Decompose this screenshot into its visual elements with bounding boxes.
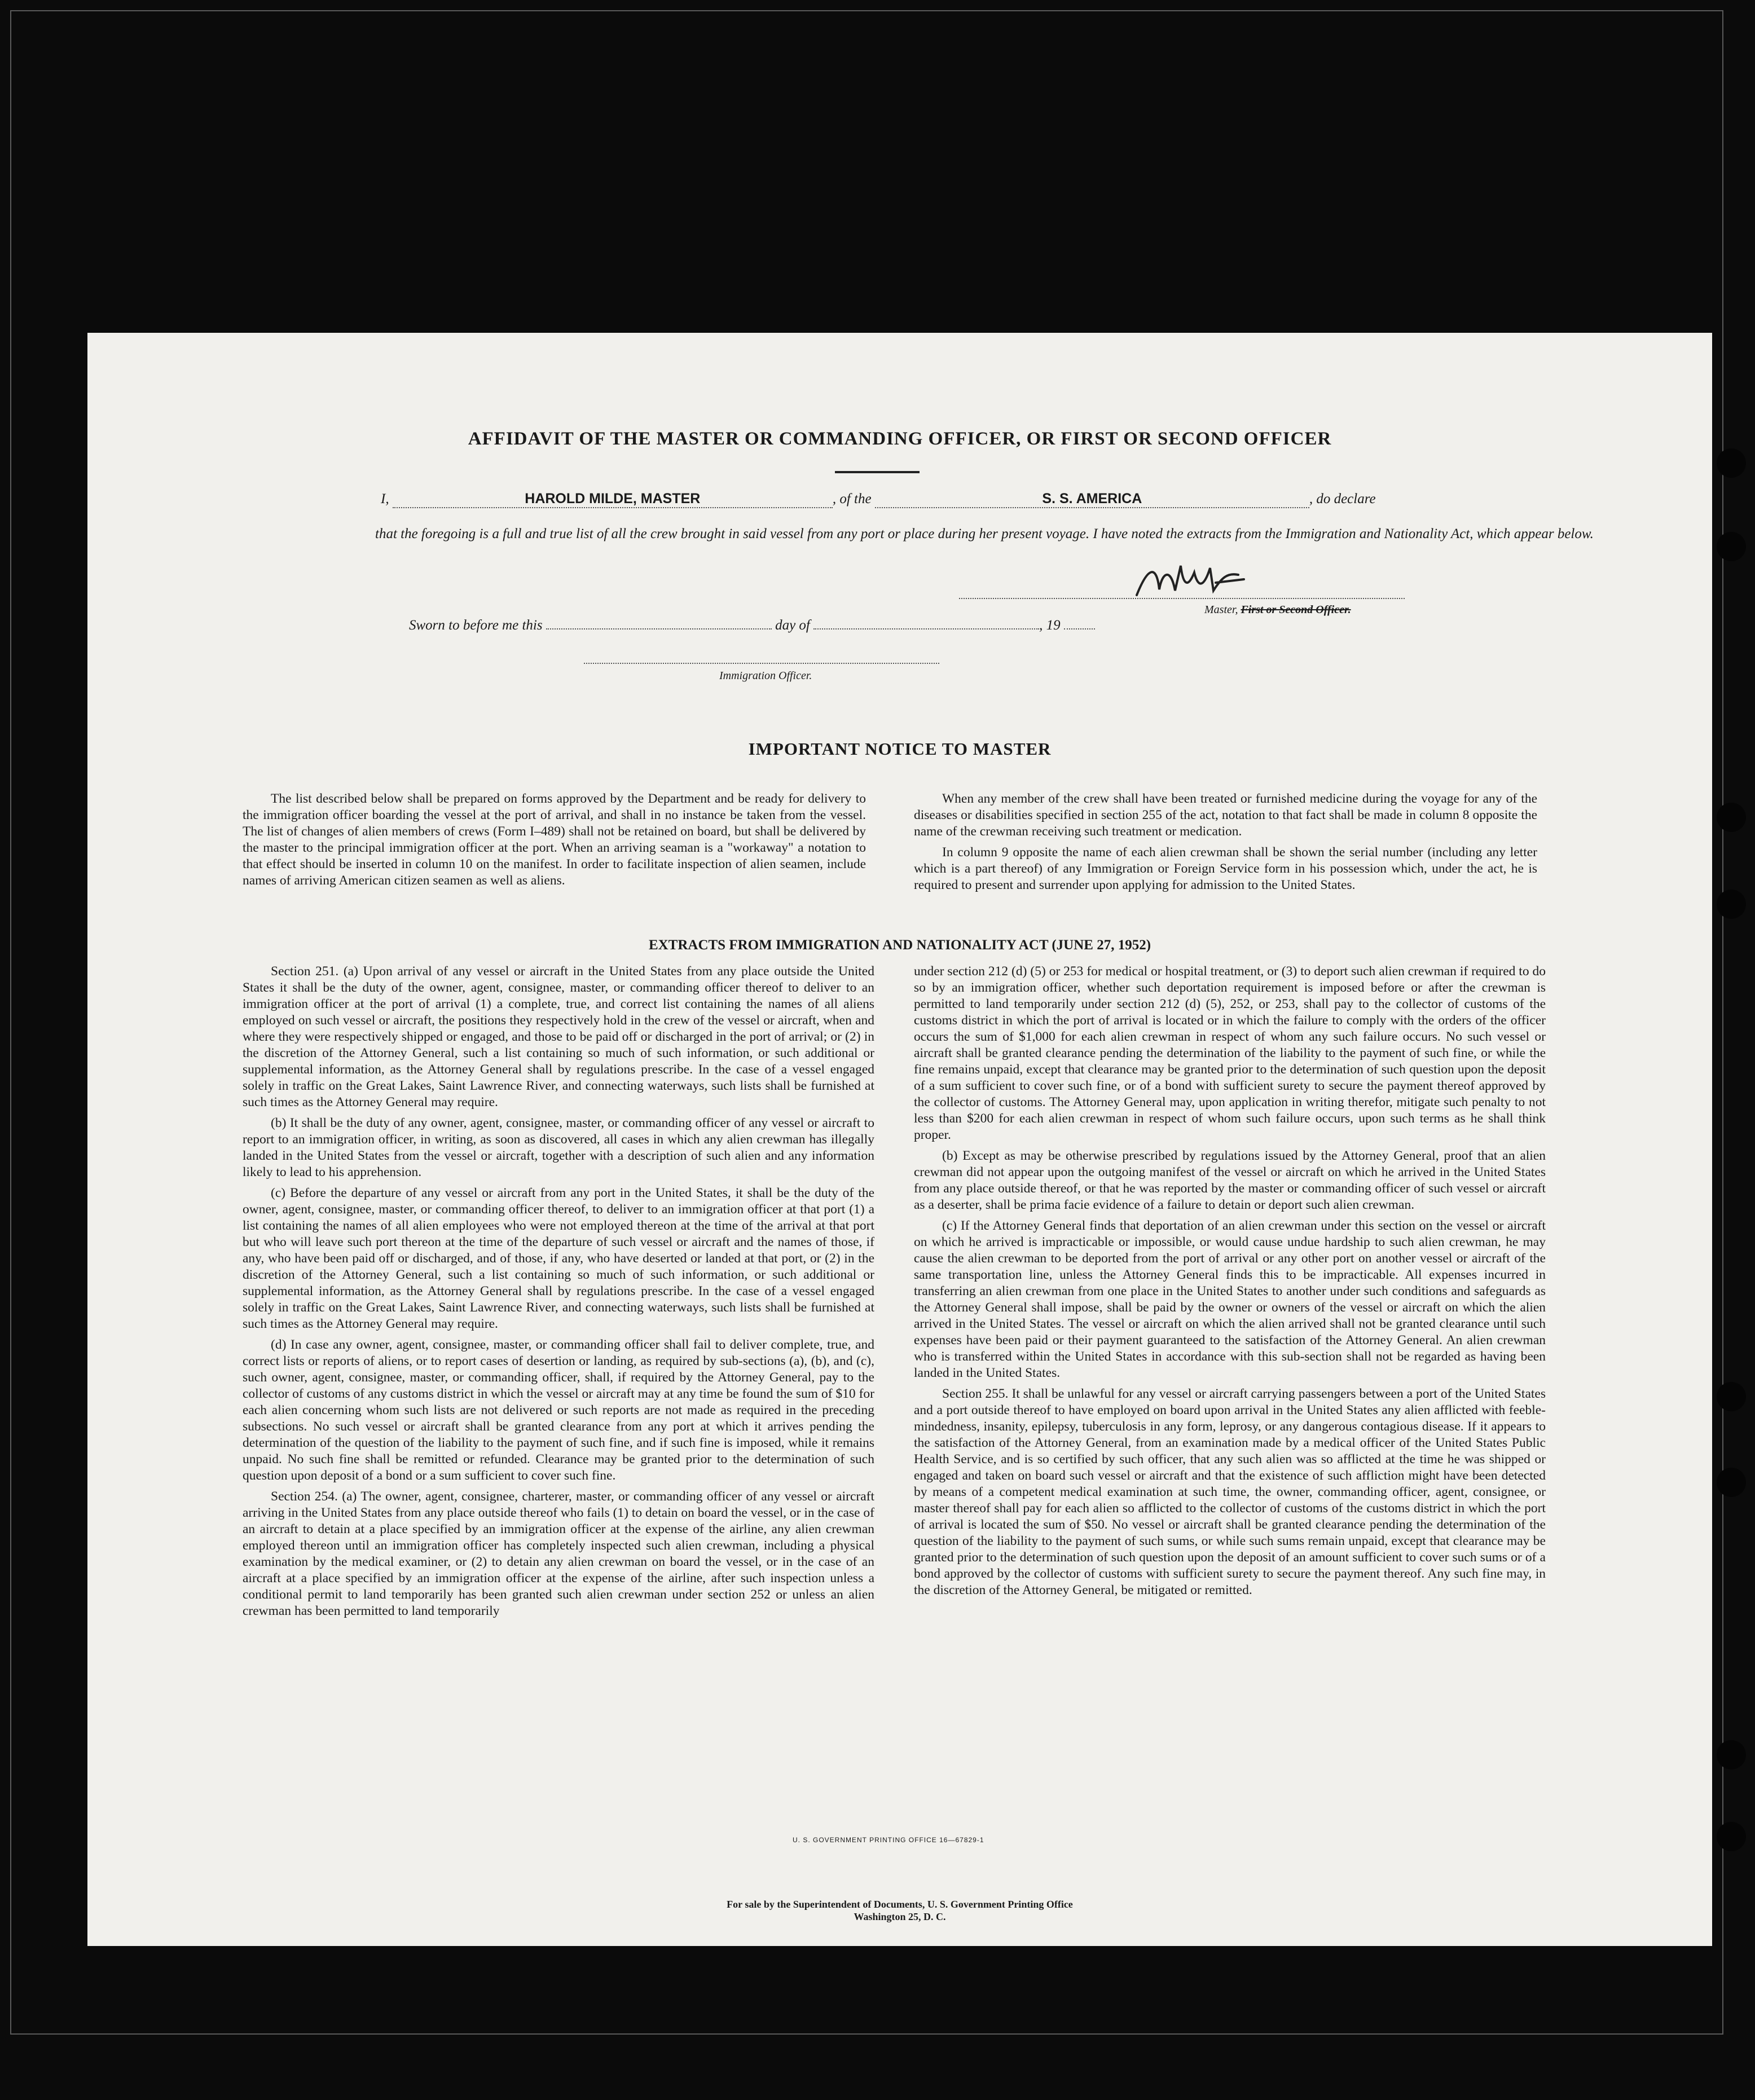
punch-hole [1717, 890, 1746, 919]
notice-paragraph: In column 9 opposite the name of each alien crewman shall be shown the serial number (including any letter which is a part thereof) of any Immigration or Foreign Service form in his possession which, under the act, he is required to present and surrender upon applying for admission to the United States. [914, 845, 1537, 892]
section-254a: Section 254. (a) The owner, agent, consignee, charterer, master, or commanding officer of any vessel or aircraft arriving in the United States from any place outside thereof who fails (1) to detain on board the vessel, or in the case of an aircraft to detain at a place specified by an immigration officer at the expense of the airline, any alien crewman employed thereon until an immigration officer has completely inspected such alien crewman, including a physical examination by the medical examiner, or (2) to detain any alien crewman on board the vessel, or in the case of an aircraft at a place specified by an immigration officer at the expense of the airline, after such inspection unless a conditional permit to land temporarily has been granted such alien crewman under section 252 or unless an alien crewman has been permitted to land temporarily [243, 1489, 874, 1618]
printing-office-mark: U. S. GOVERNMENT PRINTING OFFICE 16—67829-1 [793, 1836, 984, 1844]
section-251c: (c) Before the departure of any vessel or aircraft from any port in the United States, it shall be the duty of the owner, agent, consignee, master, or commanding officer thereof, to deliver to an immigration officer at that port (1) a list containing the names of all alien employees who were not employed thereon at the time of the arrival at that port but who will leave such port thereon at the time of the departure of such vessel or aircraft and the names of those, if any, who have been paid off or discharged, and of those, if any, who have deserted or landed at that port, or (2) in the discretion of the Attorney General, such a list containing so much of such information, or such additional or supplemental information, as the Attorney General shall by regulations prescribe. In the case of a vessel engaged solely in traffic on the Great Lakes, Saint Lawrence River, and connecting waterways, such lists shall be furnished at such times as the Attorney General may require. [243, 1186, 874, 1331]
affidavit-statement: that the foregoing is a full and true list of all the crew brought in said vessel from any port or place during her present voyage. I have noted the extracts from the Immigration and Nationality Act, which appear below. [375, 526, 1594, 541]
punch-hole [1717, 448, 1746, 478]
punch-hole [1717, 1740, 1746, 1769]
extracts-right-column [914, 963, 1546, 1603]
vessel-name-field: S. S. AMERICA [875, 491, 1309, 508]
of-the-label: , of the [832, 491, 872, 507]
affidavit-declaration-line [381, 491, 1588, 508]
declaration-prefix: I, [381, 491, 389, 507]
do-declare-label: , do declare [1309, 491, 1376, 507]
day-of-label: day of [775, 618, 810, 633]
sworn-line [409, 618, 1255, 633]
punch-hole [1717, 803, 1746, 832]
punch-hole [1717, 1382, 1746, 1411]
sale-line-2: Washington 25, D. C. [854, 1911, 946, 1922]
master-label: Master, [1204, 604, 1238, 616]
sale-line-1: For sale by the Superintendent of Documents, U. S. Government Printing Office [727, 1899, 1073, 1910]
signature-caption [1204, 604, 1351, 617]
notice-left-column [243, 791, 866, 893]
immigration-officer-line [584, 663, 939, 664]
section-254b: (b) Except as may be otherwise prescribed by regulations issued by the Attorney General, proof that an alien crewman did not appear upon the outgoing manifest of the vessel or aircraft on which he arrived in the United States from any place outside thereof, or that he was reported by the master or commanding officer of such vessel or aircraft as a deserter, shall be prima facie evidence of a failure to detain or deport such alien crewman. [914, 1148, 1546, 1212]
sworn-year-field [1064, 628, 1095, 629]
section-251d: (d) In case any owner, agent, consignee, master, or commanding officer shall fail to deliver complete, true, and correct lists or reports of aliens, or to report cases of desertion or landing, as required by sub-sections (a), (b), and (c), such owner, agent, consignee, master, or commanding officer, shall, if required by the Attorney General, pay to the collector of customs of any customs district in which the vessel or aircraft may at any time be found the sum of $10 for each alien concerning whom such lists are not delivered or such reports are not made as required in the preceding subsections. No such vessel or aircraft shall be granted clearance from any port at which it arrives pending the determination of the question of the liability to the payment of such fine, and if such fine is imposed, while it remains unpaid. No such fine shall be remitted or refunded. Clearance may be granted prior to the determination of such question upon deposit of a bond or a sum sufficient to cover such fine. [243, 1337, 874, 1483]
sworn-label: Sworn to before me this [409, 618, 543, 633]
notice-paragraph: When any member of the crew shall have been treated or furnished medicine during the voyage for any of the diseases or disabilities specified in section 255 of the act, notation to that fact shall be made in column 8 opposite the name of the crewman receiving such treatment or medication. [914, 791, 1537, 839]
sworn-day-field [546, 628, 772, 629]
sworn-month-field [813, 628, 1039, 629]
form-page [87, 333, 1712, 1946]
section-255: Section 255. It shall be unlawful for any vessel or aircraft carrying passengers between a port of the United States and a port outside thereof to have employed on board upon arrival in the United States any alien afflicted with feeble-mindedness, insanity, epilepsy, tuberculosis in any form, leprosy, or any dangerous contagious disease. If it appears to the satisfaction of the Attorney General, from an examination made by a medical officer of the United States Public Health Service, and is so certified by such officer, that any such alien was so afflicted at the time he was shipped or engaged and taken on board such vessel or aircraft and that the existence of such affliction might have been detected by means of a competent medical examination at such time, the owner, commanding officer, agent, consignee, or master thereof shall pay for each alien so afflicted to the collector of customs of the customs district in which the port of arrival is located the sum of $50. No vessel or aircraft shall be granted clearance pending the determination of the question of the liability to the payment of such sums, or while such sums remain unpaid, except that clearance may be granted prior to the determination of such question upon the deposit of an amount sufficient to cover such sums or of a bond approved by the collector of customs with sufficient surety to secure the payment thereof. Any such fine may, in the discretion of the Attorney General, be mitigated or remitted. [914, 1386, 1546, 1597]
section-254c: (c) If the Attorney General finds that deportation of an alien crewman under this section on the vessel or aircraft on which he arrived is impracticable or impossible, or would cause undue hardship to such alien crewman, he may cause the alien crewman to be deported from the port of arrival or any other port on another vessel or aircraft of the same transportation line, unless the Attorney General finds this to be impracticable. All expenses incurred in transferring an alien crewman from one place in the United States to another under such conditions and safeguards as the Attorney General shall impose, shall be paid by the owner or owners of the vessel or aircraft on which the alien arrived in the United States. The vessel or aircraft on which the alien arrived shall not be granted clearance until such expenses have been paid or their payment guaranteed to the satisfaction of the Attorney General. An alien crewman who is transferred within the United States in accordance with this sub-section shall not be regarded as having been landed in the United States. [914, 1218, 1546, 1380]
punch-hole [1717, 1468, 1746, 1497]
notice-paragraph: The list described below shall be prepared on forms approved by the Department and be ready for delivery to the immigration officer boarding the vessel at the port of arrival, and shall in no instance be taken from the vessel. The list of changes of alien members of crews (Form I–489) shall not be retained on board, but shall be delivered by the master to the principal immigration officer at the port. When an arriving seaman is a "workaway" a notation to that effect should be inserted in column 10 on the manifest. In order to facilitate inspection of alien seamen, include names of arriving American citizen seamen as well as aliens. [243, 791, 866, 888]
struck-officer-label: First or Second Officer. [1241, 604, 1351, 616]
section-254a-continued: under section 212 (d) (5) or 253 for medical or hospital treatment, or (3) to deport such alien crewman if required to do so by an immigration officer, whether such deportation requirement is imposed before or after the crewman is permitted to land temporarily under section 212 (d) (5), 252, or 253, shall pay to the collector of customs of the customs district in which the port of arrival is located or in which the failure to comply with the orders of the officer occurs the sum of $1,000 for each alien crewman in respect of whom any such failure occurs. No such vessel or aircraft shall be granted clearance pending the determination of the liability to the payment of such fine, or while the fine remains unpaid, except that clearance may be granted prior to the determination of such question upon the deposit of a sum sufficient to cover such fine, or of a bond with sufficient surety to secure the payment thereof approved by the collector of customs. The Attorney General may, upon application in writing therefor, mitigate such penalty to not less than $200 for each alien crewman in respect of whom such failure occurs, upon such terms as he shall think proper. [914, 964, 1546, 1142]
master-name-field: HAROLD MILDE, MASTER [393, 491, 833, 508]
punch-hole [1717, 532, 1746, 561]
affidavit-title: AFFIDAVIT OF THE MASTER OR COMMANDING OFFICER, OR FIRST OR SECOND OFFICER [468, 429, 1332, 449]
signature-line [959, 598, 1405, 599]
title-rule [835, 471, 920, 473]
immigration-officer-caption: Immigration Officer. [719, 670, 812, 682]
year-label: , 19 [1039, 618, 1061, 633]
extracts-title: EXTRACTS FROM IMMIGRATION AND NATIONALITY ACT (JUNE 27, 1952) [648, 937, 1151, 953]
sale-notice [87, 1898, 1712, 1923]
extracts-left-column [243, 963, 874, 1624]
notice-title: IMPORTANT NOTICE TO MASTER [748, 739, 1052, 759]
section-251a: Section 251. (a) Upon arrival of any vessel or aircraft in the United States from any place outside the United States it shall be the duty of the owner, agent, consignee, master, or commanding officer thereof to deliver to an immigration officer at the port of arrival (1) a complete, true, and correct list containing the names of all aliens employed on such vessel or aircraft, the positions they respectively hold in the crew of the vessel or aircraft, when and where they were respectively shipped or engaged, and those to be paid off or discharged in the port of arrival; or (2) in the discretion of the Attorney General, such a list containing so much of such information, or such additional or supplemental information, as the Attorney General shall by regulations prescribe. In the case of a vessel engaged solely in traffic on the Great Lakes, Saint Lawrence River, and connecting waterways, such lists shall be furnished at such times as the Attorney General may require. [243, 964, 874, 1110]
section-251b: (b) It shall be the duty of any owner, agent, consignee, master, or commanding officer of any vessel or aircraft to report to an immigration officer, in writing, as soon as discovered, all cases in which any alien crewman has illegally landed in the United States from the vessel or aircraft, together with a description of such alien and any information likely to lead to his apprehension. [243, 1116, 874, 1179]
notice-right-column [914, 791, 1537, 898]
punch-hole [1717, 1822, 1746, 1851]
